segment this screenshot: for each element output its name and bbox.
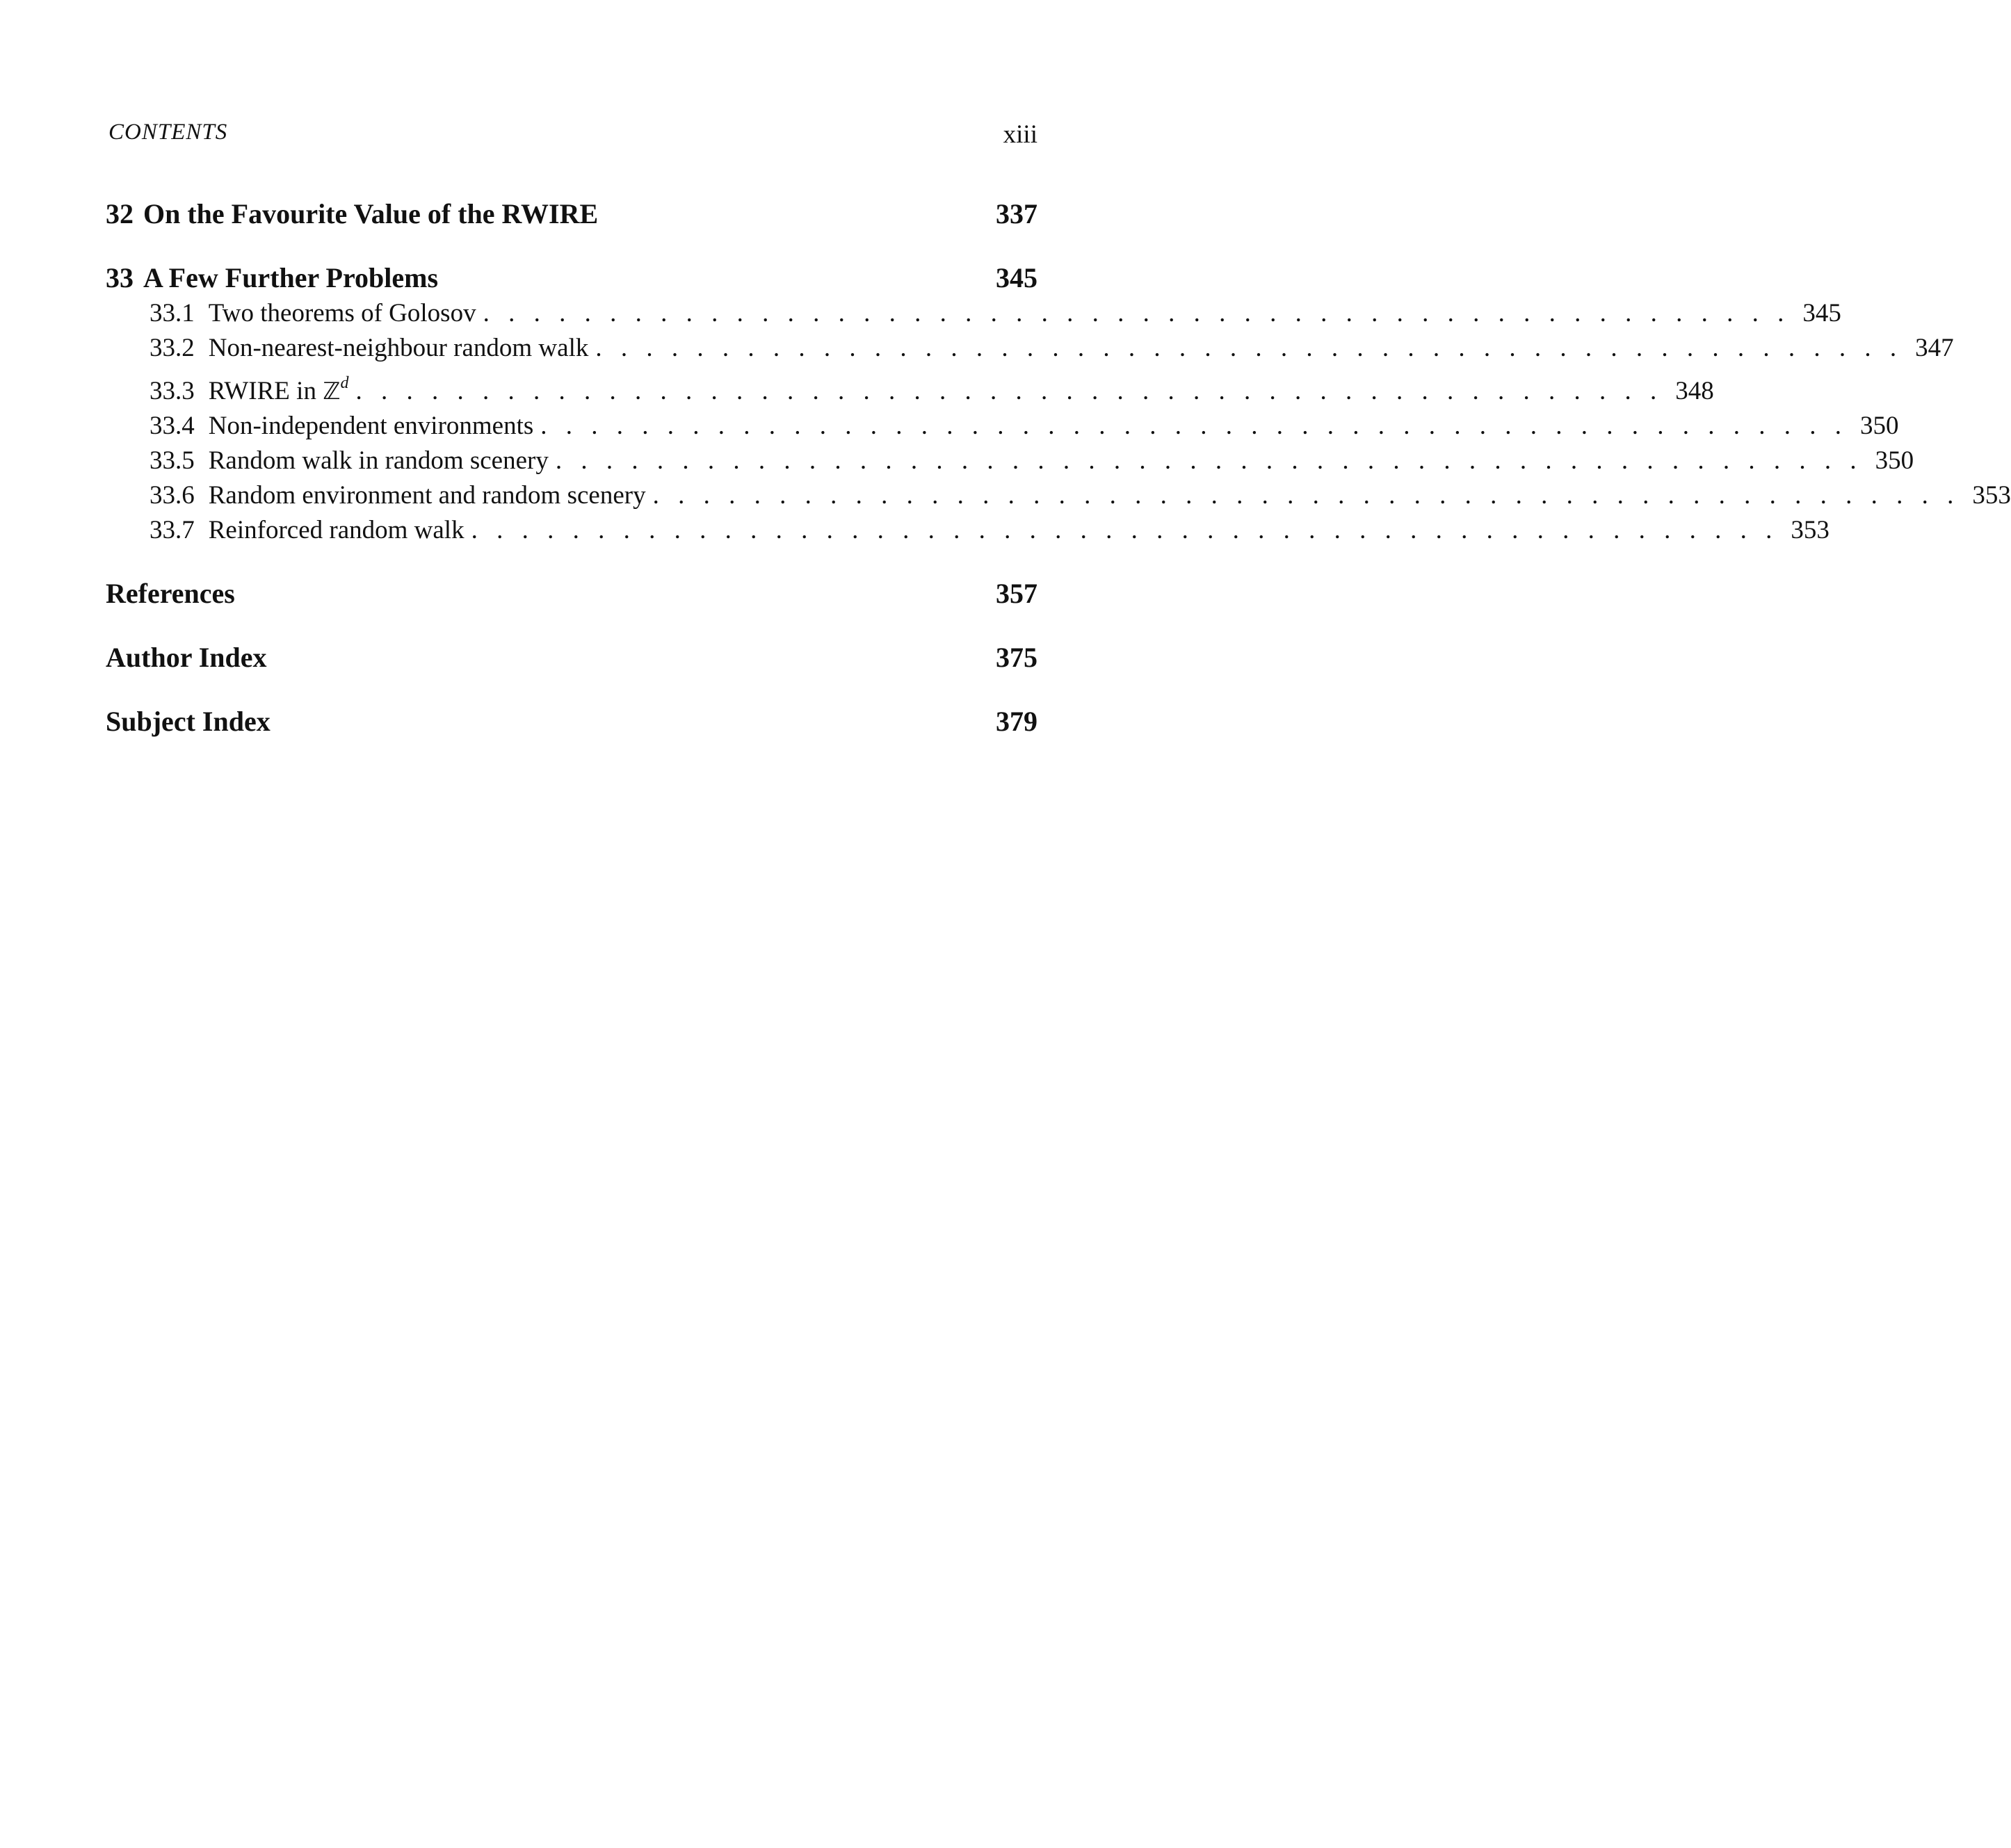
chapter-page: 345 [996,262,1037,293]
toc-section-33-5[interactable] [106,444,1914,478]
section-page: 350 [1875,446,1914,475]
chapter-number: 32 [106,198,134,229]
toc-chapter-33[interactable] [106,260,1037,296]
section-page: 353 [1791,516,1830,544]
section-page: 353 [1972,481,2011,510]
dot-leader: . . . . . . . . . . . . . . . . . . . . . . . . . . . . . . . . . . . . . . . . . . . . . . . . . . . . [652,481,1960,510]
section-title: Random walk in random scenery [208,446,549,475]
section-page: 348 [1675,377,1714,405]
toc-section-33-1[interactable] [106,296,1841,331]
dot-leader: . . . . . . . . . . . . . . . . . . . . . . . . . . . . . . . . . . . . . . . . . . . . . . . . . . . . [471,516,1779,544]
toc-section-33-7[interactable] [106,513,1830,548]
section-number: 33.7 [150,516,195,544]
chapter-title: On the Favourite Value of the RWIRE [143,198,599,229]
toc-section-33-2[interactable] [106,331,1954,366]
author-index-title: Author Index [106,642,267,673]
section-number: 33.4 [150,412,195,440]
chapter-number: 33 [106,262,134,293]
section-page: 347 [1915,334,1954,362]
author-index-page: 375 [996,642,1037,673]
section-title: Reinforced random walk [208,516,465,544]
running-head [106,120,1037,154]
page-number: xiii [1003,120,1037,149]
section-title: Two theorems of Golosov [208,299,476,327]
chapter-title: A Few Further Problems [143,262,439,293]
toc-references[interactable] [106,576,1037,612]
section-title [209,366,349,409]
toc-section-33-3[interactable] [106,366,1714,409]
book-page [106,0,2011,1848]
dimension-superscript: d [340,374,349,392]
section-page: 345 [1802,299,1841,327]
section-title: Non-independent environments [208,412,534,440]
section-number: 33.3 [150,377,195,405]
references-title: References [106,578,235,609]
subject-index-page: 379 [996,706,1037,737]
toc-section-33-6[interactable] [106,478,2011,513]
dot-leader: . . . . . . . . . . . . . . . . . . . . . . . . . . . . . . . . . . . . . . . . . . . . . . . . . . . . [540,412,1848,440]
table-of-contents [106,196,2011,740]
toc-section-33-4[interactable] [106,409,1899,444]
section-title: Random environment and random scenery [208,481,646,510]
toc-sections-33 [106,296,2011,548]
section-number: 33.6 [150,481,195,510]
chapter-page: 337 [996,198,1037,229]
dot-leader: . . . . . . . . . . . . . . . . . . . . . . . . . . . . . . . . . . . . . . . . . . . . . . . . . . . . [355,377,1663,405]
integers-symbol: ℤ [323,378,341,405]
section-title: Non-nearest-neighbour random walk [208,334,589,362]
section-number: 33.1 [150,299,195,327]
toc-chapter-32[interactable] [106,196,1037,232]
dot-leader: . . . . . . . . . . . . . . . . . . . . . . . . . . . . . . . . . . . . . . . . . . . . . . . . . . . . [595,334,1903,362]
references-page: 357 [996,578,1037,609]
toc-author-index[interactable] [106,640,1037,676]
section-title-text: RWIRE in [208,377,323,405]
dot-leader: . . . . . . . . . . . . . . . . . . . . . . . . . . . . . . . . . . . . . . . . . . . . . . . . . . . . [483,299,1791,327]
running-title: CONTENTS [108,120,228,145]
dot-leader: . . . . . . . . . . . . . . . . . . . . . . . . . . . . . . . . . . . . . . . . . . . . . . . . . . . . [555,446,1863,475]
toc-subject-index[interactable] [106,704,1037,740]
section-number: 33.5 [150,446,195,475]
section-page: 350 [1860,412,1899,440]
subject-index-title: Subject Index [106,706,270,737]
section-number: 33.2 [150,334,195,362]
